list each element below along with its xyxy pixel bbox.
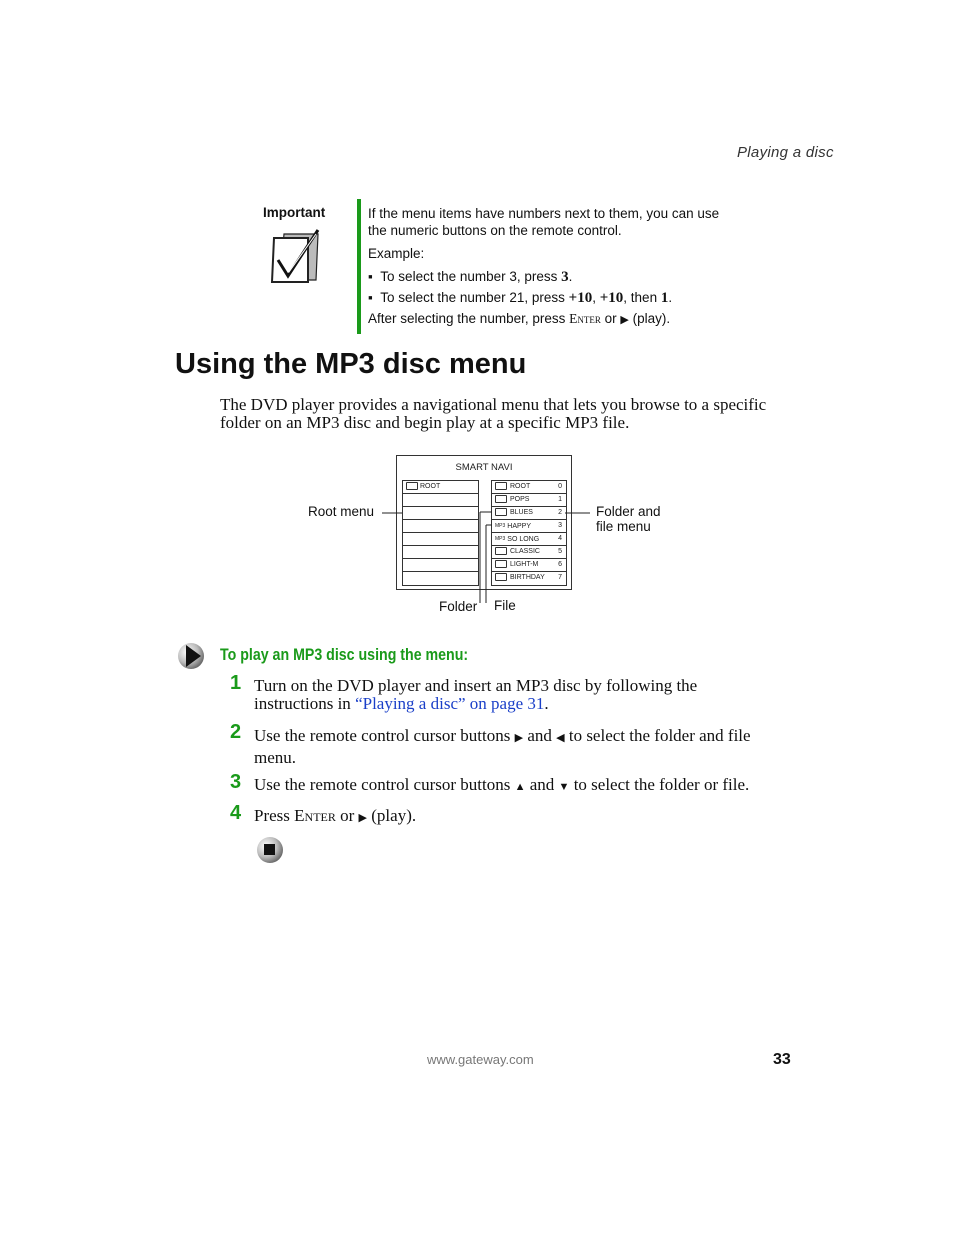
step-number: 2 bbox=[230, 721, 242, 743]
file-menu-item-label: POPS bbox=[510, 496, 530, 503]
file-menu-item-label: HAPPY bbox=[507, 522, 532, 530]
procedure-end-icon bbox=[256, 836, 286, 866]
file-menu-item-label: SO LONG bbox=[507, 535, 540, 543]
right-arrow-icon: ▶ bbox=[514, 732, 524, 744]
page-link[interactable]: “Playing a disc” on page 31 bbox=[355, 694, 545, 713]
step-3: Use the remote control cursor buttons ▲ and ▼ to select the folder or file. bbox=[254, 775, 750, 794]
after-select-line: After selecting the number, press Enter or ▶ (play). bbox=[368, 311, 671, 326]
important-label: Important bbox=[263, 205, 326, 220]
example-label: Example: bbox=[368, 246, 425, 261]
bullet-item: ▪ To select the number 21, press +10, +10, then 1. bbox=[368, 290, 673, 306]
footer-url: www.gateway.com bbox=[427, 1052, 534, 1067]
step-number: 3 bbox=[230, 771, 242, 793]
step-1: Turn on the DVD player and insert an MP3 disc by following the instructions in “Playing a disc” on page 31. bbox=[254, 676, 698, 713]
step-2: Use the remote control cursor buttons ▶ and ◀ to select the folder and file menu. bbox=[254, 726, 751, 767]
important-line: If the menu items have numbers next to them, you can use the numeric buttons on the remote control. bbox=[368, 206, 720, 238]
folder-callout: Folder bbox=[439, 599, 478, 614]
file-menu-item-label: CLASSIC bbox=[510, 548, 540, 555]
running-header: Playing a disc bbox=[737, 144, 834, 161]
file-menu-item-label: ROOT bbox=[510, 483, 531, 490]
left-arrow-icon: ◀ bbox=[556, 732, 565, 744]
up-arrow-icon: ▲ bbox=[514, 781, 526, 793]
mp3-file-icon: MP3 bbox=[495, 536, 506, 542]
intro-paragraph: The DVD player provides a navigational menu that lets you browse to a specific folder on an MP3 disc and begin play at a specific MP3 file. bbox=[220, 395, 767, 432]
folder-file-callout: Folder and file menu bbox=[596, 504, 661, 534]
page-number: 33 bbox=[773, 1051, 791, 1068]
file-menu-item-number: 0 bbox=[558, 483, 562, 490]
procedure-arrow-icon bbox=[177, 640, 207, 672]
file-menu-item-label: BIRTHDAY bbox=[510, 574, 545, 581]
checkmark-note-icon bbox=[268, 228, 322, 286]
file-menu-item-label: BLUES bbox=[510, 509, 533, 516]
root-menu-callout: Root menu bbox=[308, 504, 375, 519]
step-number: 4 bbox=[230, 802, 242, 824]
play-icon: ▶ bbox=[358, 812, 368, 824]
file-menu-item-number: 2 bbox=[558, 509, 562, 516]
file-callout: File bbox=[494, 598, 516, 613]
file-menu-item-number: 6 bbox=[558, 561, 562, 568]
file-menu-item-number: 3 bbox=[558, 522, 562, 529]
file-menu-item-number: 5 bbox=[558, 548, 562, 555]
important-bar bbox=[357, 199, 361, 334]
mp3-file-icon: MP3 bbox=[495, 523, 506, 529]
important-text bbox=[368, 205, 748, 329]
enter-key: Enter bbox=[569, 311, 601, 326]
procedure-title: To play an MP3 disc using the menu: bbox=[220, 646, 469, 664]
file-menu-item-number: 1 bbox=[558, 496, 562, 503]
root-menu-item: ROOT bbox=[403, 481, 478, 494]
enter-key: Enter bbox=[294, 806, 336, 825]
folder-icon bbox=[495, 495, 507, 503]
file-menu-item-label: LIGHT-M bbox=[510, 561, 539, 568]
folder-icon bbox=[406, 482, 418, 490]
smart-navi-title: SMART NAVI bbox=[455, 462, 513, 473]
step-number: 1 bbox=[230, 672, 242, 694]
down-arrow-icon: ▼ bbox=[558, 781, 570, 793]
step-4: Press Enter or ▶ (play). bbox=[254, 806, 417, 825]
file-menu-item-number: 7 bbox=[558, 574, 562, 581]
file-menu-item bbox=[492, 481, 566, 494]
bullet-item: ▪ To select the number 3, press 3. bbox=[368, 269, 573, 285]
play-icon: ▶ bbox=[620, 314, 629, 326]
file-menu-item-number: 4 bbox=[558, 535, 562, 542]
section-title: Using the MP3 disc menu bbox=[175, 348, 527, 380]
folder-icon bbox=[495, 482, 507, 490]
